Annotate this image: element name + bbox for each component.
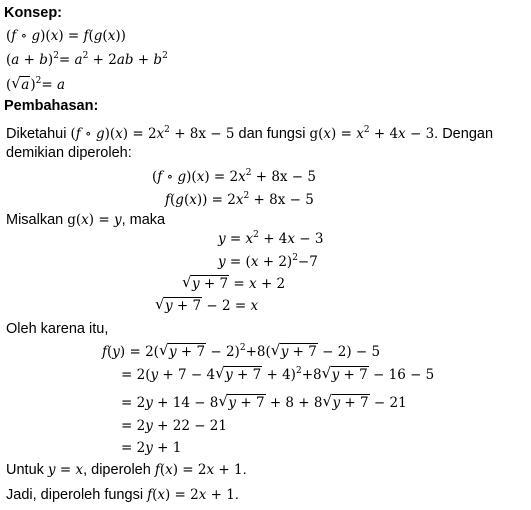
untuk-line: Untuk y = x, diperoleh f(x) = 2x + 1. — [6, 462, 247, 478]
konsep-formula-square-root: ( √ a)$^2$= a — [6, 74, 66, 93]
misalkan-line: Misalkan g(x) = y, maka — [6, 212, 166, 228]
intro-paragraph-line-1: Diketahui (f ∘ $g)(x) = 2x^2 + 8x - 5$ dan fungsi $g(x) = x^2 + 4x - 3$. Dengan — [6, 125, 494, 142]
pembahasan-heading: Pembahasan: — [4, 98, 99, 114]
derive-y-line-1: $y = x^2 + 4x - 3$ — [218, 230, 324, 247]
konsep-formula-square-binomial: $(a + b)^2= a^2 + 2ab + b^2$ — [6, 51, 168, 68]
derive-f-line-4: = 2y + 22 − 21 — [121, 418, 227, 434]
derivation-fgx-line: $f(g(x)) = 2x^2 + 8x - 5$ — [165, 191, 314, 208]
derive-f-line-1: f(y) = 2( √ y + 7 − 2)$^2$+8( √ y + 7 − 2) − 5 — [102, 341, 381, 360]
derive-y-line-3: √ y + 7 = x + 2 — [182, 273, 286, 292]
oleh-karena-itu-line: Oleh karena itu, — [6, 321, 109, 337]
jadi-line: Jadi, diperoleh fungsi f(x) = 2x + 1. — [6, 487, 239, 503]
derive-y-line-2: $y = (x + 2)^2-7$ — [218, 253, 318, 270]
derive-f-line-3: = 2y + 14 − 8 √ y + 7 + 8 + 8 √ y + 7 − 21 — [121, 392, 407, 411]
derive-f-line-2: = 2(y + 7 − 4 √ y + 7 + 4)$^2$+8 √ y + 7 − 16 − 5 — [121, 364, 435, 383]
konsep-heading: Konsep: — [4, 5, 62, 21]
derive-f-line-5: = 2y + 1 — [121, 440, 182, 456]
konsep-formula-composition: (f ∘ g)(x) = f(g(x)) — [6, 28, 126, 44]
derivation-composition-line: (f ∘ $g)(x) = 2x^2 + 8x - 5$ — [152, 168, 317, 185]
intro-paragraph-line-2: demikian diperoleh: — [6, 145, 132, 161]
derive-y-line-4: √ y + 7 − 2 = x — [155, 295, 259, 314]
